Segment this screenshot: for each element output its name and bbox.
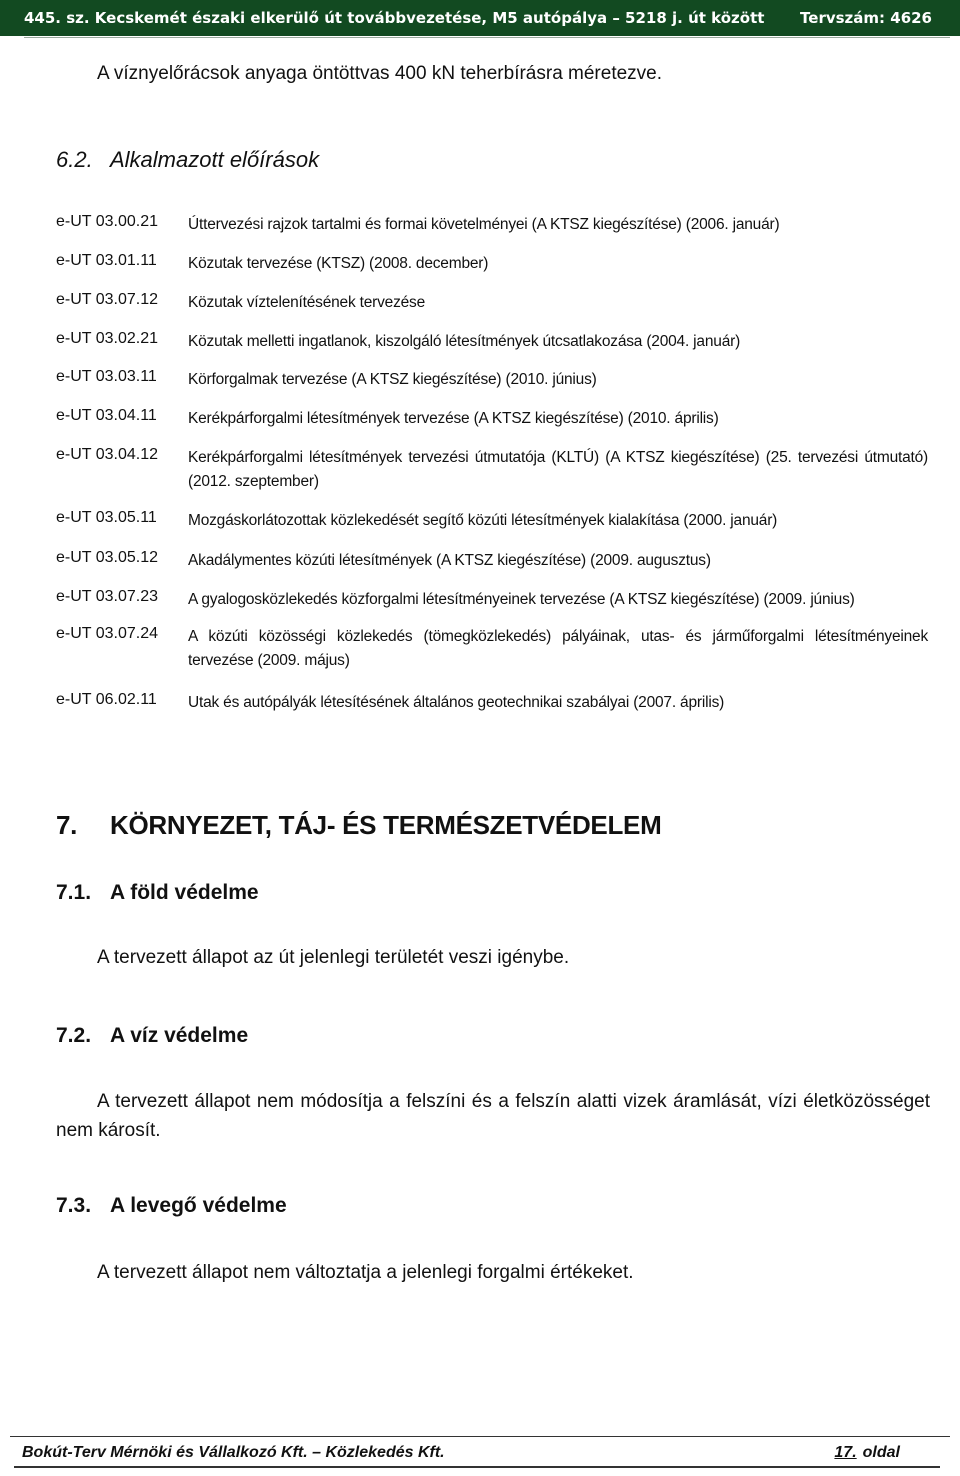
reference-code: e-UT 03.05.12 — [56, 549, 158, 566]
reference-text: Kerékpárforgalmi létesítmények tervezési útmutatója (KLTÚ) (A KTSZ kiegészítése) (25. tervezési útmutató) (2012. szeptember) — [188, 449, 928, 490]
reference-code: e-UT 03.04.11 — [56, 407, 157, 424]
section-title: Alkalmazott előírások — [110, 147, 320, 172]
reference-text: Közutak melletti ingatlanok, kiszolgáló létesítmények útcsatlakozása (2004. január) — [188, 333, 741, 350]
section-7-1-heading — [56, 881, 259, 905]
section-7-2-text: A tervezett állapot nem módosítja a felszíni és a felszín alatti vizek áramlását, vízi életközösséget nem károsít. — [56, 1091, 930, 1141]
reference-text: Kerékpárforgalmi létesítmények tervezése (A KTSZ kiegészítése) (2010. április) — [188, 410, 719, 427]
header-title: 445. sz. Kecskemét északi elkerülő út továbbvezetése, M5 autópálya – 5218 j. út között — [24, 9, 765, 27]
section-7-3-heading — [56, 1194, 287, 1218]
section-title: A víz védelme — [110, 1024, 249, 1047]
page-header — [0, 0, 960, 36]
page-footer — [14, 1440, 940, 1468]
section-number: 7.3. — [56, 1194, 92, 1217]
footer-page — [834, 1444, 900, 1462]
section-6-2-heading — [56, 147, 319, 173]
reference-text: Közutak víztelenítésének tervezése — [188, 294, 426, 311]
section-title: A föld védelme — [110, 881, 259, 904]
section-number: 7.2. — [56, 1024, 92, 1047]
reference-text: Úttervezési rajzok tartalmi és formai követelményei (A KTSZ kiegészítése) (2006. január) — [188, 216, 780, 233]
section-title: A levegő védelme — [110, 1194, 287, 1217]
section-title: KÖRNYEZET, TÁJ- ÉS TERMÉSZETVÉDELEM — [110, 810, 662, 840]
header-plan-number: Tervszám: 4626 — [800, 9, 932, 27]
footer-divider — [10, 1436, 950, 1437]
section-7-3-text: A tervezett állapot nem változtatja a jelenlegi forgalmi értékeket. — [97, 1262, 634, 1283]
reference-text: A gyalogosközlekedés közforgalmi létesítményeinek tervezése (A KTSZ kiegészítése) (2009. június) — [188, 591, 855, 608]
reference-text: Utak és autópályák létesítésének általános geotechnikai szabályai (2007. április) — [188, 694, 725, 711]
reference-code: e-UT 03.00.21 — [56, 213, 158, 230]
section-7-1-text: A tervezett állapot az út jelenlegi területét veszi igénybe. — [97, 947, 570, 968]
header-divider — [24, 37, 950, 38]
reference-code: e-UT 06.02.11 — [56, 691, 157, 708]
reference-text: Mozgáskorlátozottak közlekedését segítő közúti létesítmények kialakítása (2000. január) — [188, 512, 778, 529]
section-7-heading — [56, 810, 661, 841]
reference-code: e-UT 03.03.11 — [56, 368, 157, 385]
section-number: 7.1. — [56, 881, 92, 904]
section-7-2-heading — [56, 1024, 248, 1048]
footer-company: Bokút-Terv Mérnöki és Vállalkozó Kft. – Közlekedés Kft. — [22, 1444, 445, 1461]
intro-line: A víznyelőrácsok anyaga öntöttvas 400 kN teherbírásra méretezve. — [97, 63, 663, 84]
reference-code: e-UT 03.07.24 — [56, 625, 158, 642]
reference-code: e-UT 03.07.12 — [56, 291, 158, 308]
reference-code: e-UT 03.05.11 — [56, 509, 157, 526]
reference-code: e-UT 03.02.21 — [56, 330, 158, 347]
reference-code: e-UT 03.04.12 — [56, 446, 158, 463]
reference-text: A közúti közösségi közlekedés (tömegközlekedés) pályáinak, utas- és járműforgalmi létesítményeinek tervezése (2009. május) — [188, 628, 928, 669]
page-word: oldal — [862, 1444, 900, 1461]
reference-code: e-UT 03.01.11 — [56, 252, 157, 269]
section-number: 6.2. — [56, 147, 93, 172]
page-number: 17. — [834, 1444, 857, 1461]
reference-code: e-UT 03.07.23 — [56, 588, 158, 605]
reference-text: Akadálymentes közúti létesítmények (A KTSZ kiegészítése) (2009. augusztus) — [188, 552, 711, 569]
section-number: 7. — [56, 810, 78, 840]
reference-text: Körforgalmak tervezése (A KTSZ kiegészítése) (2010. június) — [188, 371, 597, 388]
reference-text: Közutak tervezése (KTSZ) (2008. december) — [188, 255, 489, 272]
